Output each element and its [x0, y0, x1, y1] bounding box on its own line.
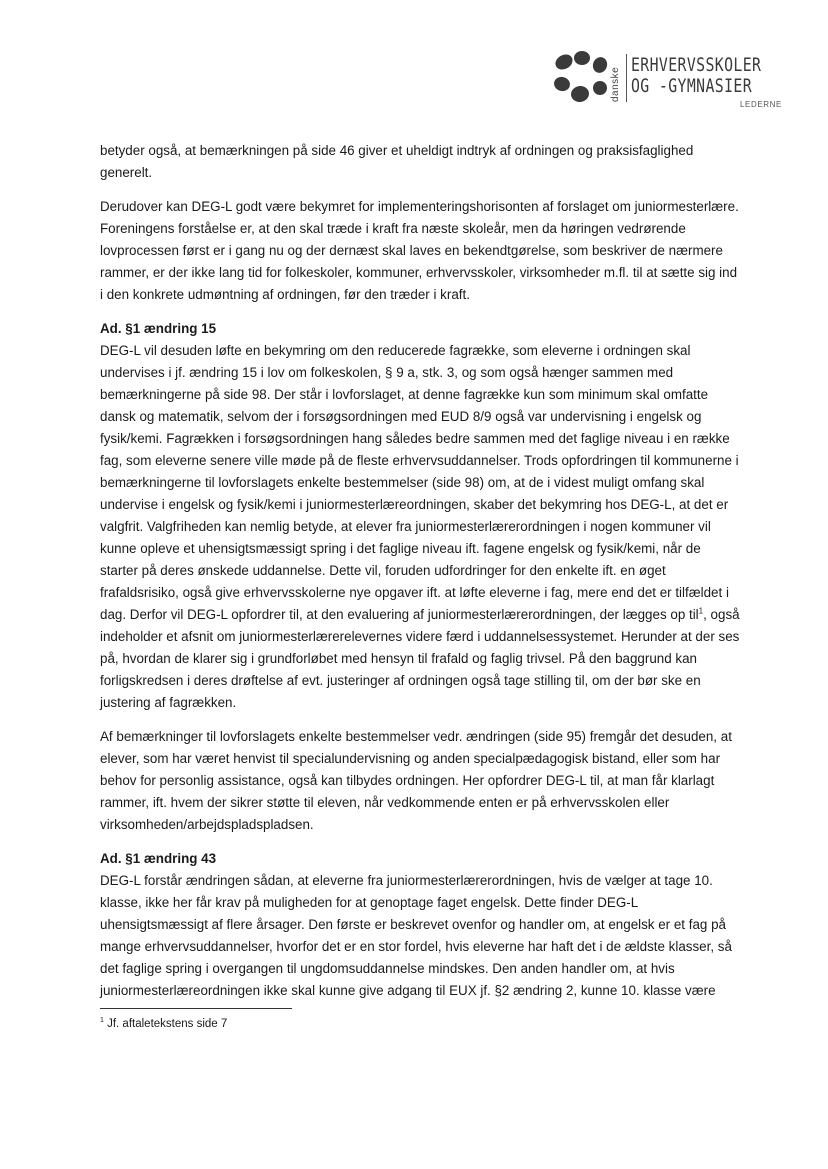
paragraph-implementation: Derudover kan DEG-L godt være bekymret for implementeringshorisonten af forslaget om juniormesterlære. Foreningens forståelse er, at den skal træde i kraft fra næste skoleår, men da høringen vedrørende lovprocessen først er i gang nu og der dernæst skal laves en bekendtgørelse, som beskriver de nærmere rammer, er der ikke lang tid for folkeskoler, kommuner, erhvervsskoler, virksomheder m.fl. til at sætte sig ind i den konkrete udmøntning af ordningen, før den træder i kraft. [100, 199, 739, 302]
paragraph-fagraekke-part2: , også indeholder et afsnit om juniormesterlærerelevernes videre færd i uddannelsessystemet. Herunder at der ses på, hvordan de klarer sig i grundforløbet med hensyn til frafald og faglig trivsel. På den baggrund kan forligskredsen i deres drøftelse af evt. justeringer af ordningen også tage stilling til, om der bør ske en justering af fagrækken. [100, 607, 740, 710]
logo-gymnasier-text: OG -GYMNASIER [631, 75, 753, 97]
footnote-reference: 1 [698, 606, 704, 616]
logo-danske-text: danske [610, 66, 621, 102]
paragraph-fagraekke-part1: DEG-L vil desuden løfte en bekymring om den reducerede fagrække, som eleverne i ordningen skal undervises i jf. ændring 15 i lov om folkeskolen, § 9 a, stk. 3, og som også hænger sammen med bemærkningerne på side 98. Der står i lovforslaget, at denne fagrække kun som minimum skal omfatte dansk og matematik, selvom der i forsøgsordningen med EUD 8/9 også var undervisning i engelsk og fysik/kemi. Fagrækken i forsøgsordningen hang således bedre sammen med det faglige niveau i en række fag, som eleverne senere ville møde på de fleste erhvervsuddannelser. Trods opfordringen til kommunerne i bemærkningerne til lovforslagets enkelte bestemmelser (side 98) om, at de i videst muligt omfang skal undervise i engelsk og fysik/kemi i juniormesterlæreordningen, skaber det bekymring hos DEG-L, at det er valgfrit. Valgfriheden kan nemlig betyde, at elever fra juniormesterlærerordningen i nogen kommuner vil kunne opleve et uhensigtsmæssigt spring i det faglige niveau ift. fagene engelsk og fysik/kemi, når de starter på deres ønskede uddannelse. Dette vil, foruden udfordringer for den enkelte ift. en øget frafaldsrisiko, også give erhvervsskolerne nye opgaver ift. at løfte eleverne i fag, mere end det er tilfældet i dag. Derfor vil DEG-L opfordrer til, at den evaluering af juniormesterlærerordningen, der lægges op til [100, 343, 739, 622]
section-heading-aendring-15: Ad. §1 ændring 15 [100, 321, 217, 336]
footnote-divider [100, 1008, 292, 1009]
logo-lederne-text: LEDERNE [740, 100, 782, 109]
footnote-marker: 1 [100, 1017, 104, 1025]
logo-divider [626, 54, 627, 102]
logo-erhvervsskoler-text: ERHVERVSSKOLER [631, 54, 762, 76]
footnote [100, 1016, 227, 1032]
paragraph-fagraekke [100, 340, 740, 714]
organization-logo [552, 48, 784, 114]
section-heading-aendring-43: Ad. §1 ændring 43 [100, 851, 217, 866]
paragraph-continuation: betyder også, at bemærkningen på side 46 giver et uheldigt indtryk af ordningen og praksisfaglighed generelt. [100, 143, 694, 180]
document-body [100, 140, 740, 1014]
footnote-text: Jf. aftaletekstens side 7 [103, 1018, 228, 1030]
logo-blob-cluster-icon [552, 48, 616, 108]
paragraph-engelsk: DEG-L forstår ændringen sådan, at eleverne fra juniormesterlærerordningen, hvis de vælger at tage 10. klasse, ikke her får krav på muligheden for at genoptage faget engelsk. Dette finder DEG-L uhensigtsmæssigt af flere årsager. Den første er beskrevet ovenfor og handler om, at engelsk er et fag på mange erhvervsuddannelser, hvorfor det er en stor fordel, hvis eleverne har haft det i de ældste klasser, så det faglige spring i overgangen til ungdomsuddannelse mindskes. Den anden handler om, at hvis juniormesterlæreordningen ikke skal kunne give adgang til EUX jf. §2 ændring 2, kunne 10. klasse være [100, 873, 732, 998]
paragraph-specialundervisning: Af bemærkninger til lovforslagets enkelte bestemmelser vedr. ændringen (side 95) fremgår det desuden, at elever, som har været henvist til specialundervisning og anden specialpædagogisk bistand, eller som har behov for personlig assistance, også kan tilbydes ordningen. Her opfordrer DEG-L til, at man får klarlagt rammer, ift. hvem der sikrer støtte til eleven, når vedkommende enten er på erhvervsskolen eller virksomheden/arbejdspladspladsen. [100, 729, 732, 832]
